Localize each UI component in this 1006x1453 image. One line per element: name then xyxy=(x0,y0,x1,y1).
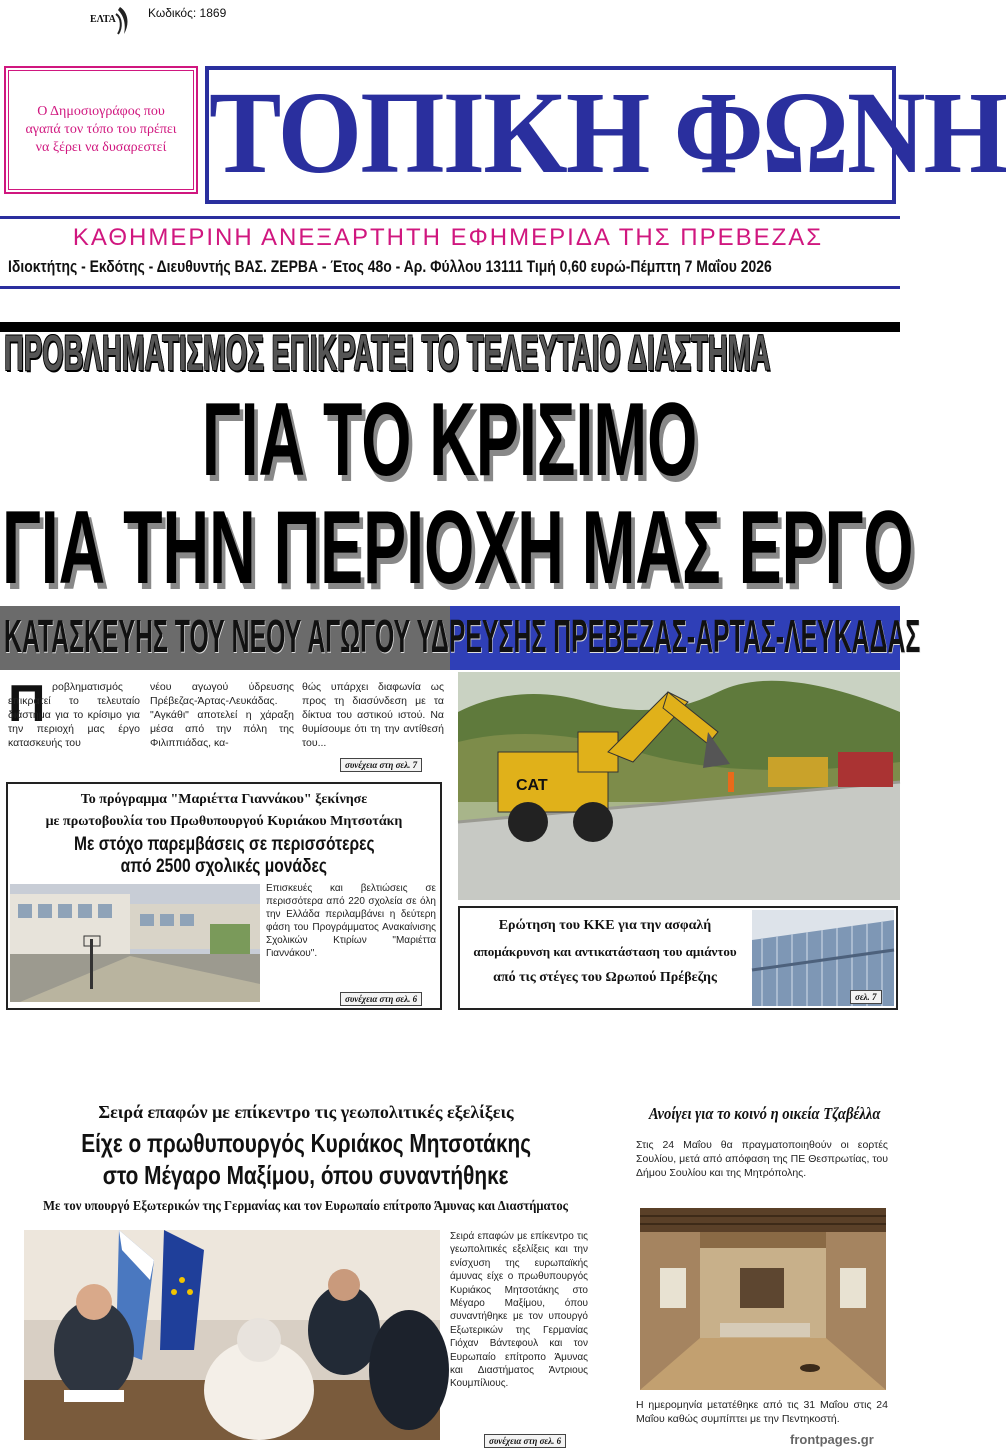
school-line-4: από 2500 σχολικές μονάδες xyxy=(120,856,328,877)
motto-box xyxy=(4,66,198,194)
subtitle-rule-top xyxy=(0,216,900,219)
watermark: frontpages.gr xyxy=(790,1432,874,1447)
tzavela-body: Στις 24 Μαΐου θα πραγματοποιηθούν οι εορτές Σουλίου, μετά από απόφαση της ΠΕ Θεσπρωτίας, του Δήμου Σουλίου και της Μητρόπολης. xyxy=(636,1139,888,1179)
lead-col-2: νέου αγωγού ύδρευσης Πρέβεζας-Άρτας-Λευκάδας. "Αγκάθι" αποτελεί η χάραξη μέσα από την πόλη της Φιλιππιάδας, κα- xyxy=(150,681,294,749)
motto-text: Ο Δημοσιογράφος που αγαπά τον τόπο του πρέπει να ξέρει να δυσαρεστεί xyxy=(25,104,177,155)
lead-headline-2: ΓΙΑ ΤΗΝ ΠΕΡΙΟΧΗ ΜΑΣ ΕΡΓΟ xyxy=(2,490,914,606)
code-label: Κωδικός: 1869 xyxy=(148,6,227,20)
masthead-title: ΤΟΠΙΚΗ ΦΩΝΗ xyxy=(209,67,1006,198)
excavator-brand: CAT xyxy=(516,777,548,794)
school-line-1: Το πρόγραμμα "Μαριέττα Γιαννάκου" ξεκίνησε xyxy=(80,792,368,807)
masthead-title-box xyxy=(205,66,1006,204)
school-photo xyxy=(10,884,260,1002)
kke-line-2: απομάκρυνση και αντικατάσταση του αμιάντου xyxy=(473,944,737,959)
lead-strap: ΚΑΤΑΣΚΕΥΗΣ ΤΟΥ ΝΕΟΥ ΑΓΩΓΟΥ ΥΔΡΕΥΣΗΣ ΠΡΕΒΕΖΑΣ-ΑΡΤΑΣ-ΛΕΥΚΑΔΑΣ xyxy=(4,610,921,662)
subtitle-rule-bottom xyxy=(0,286,900,289)
pm-meeting-photo xyxy=(24,1230,440,1440)
pm-body: Σειρά επαφών με επίκεντρο τις γεωπολιτικές εξελίξεις και την ενίσχυση της ευρωπαϊκής άμυνας είχε ο πρωθυπουργός Κυριάκος Μητσοτάκης στο Μέγαρο Μαξίμου, όπου συναντήθηκε με τον υπουργό Εξωτερικών της Γερμανίας Γιόχαν Βάντεφουλ και τον Ευρωπαίο επίτροπο Άμυνας και Διαστήματος Άντριους Κουμπίλιους. xyxy=(450,1231,588,1390)
pm-headline-2: στο Μέγαρο Μαξίμου, όπου συναντήθηκε xyxy=(103,1160,509,1190)
elta-logo-text: ΕΛΤΑ xyxy=(90,14,116,25)
kke-line-3: από τις στέγες του Ωρωπού Πρέβεζης xyxy=(493,970,717,985)
pm-kicker: Σειρά επαφών με επίκεντρο τις γεωπολιτικές εξελίξεις xyxy=(98,1102,514,1122)
school-continued: συνέχεια στη σελ. 6 xyxy=(340,992,422,1006)
school-body: Επισκευές και βελτιώσεις σε περισσότερα από 220 σχολεία σε όλη την Ελλάδα περιλαμβάνει η δεύτερη φάση του Προγράμματος Ανακαίνισης Σχολικών Κτιρίων "Μαριέττα Γιαννάκου". xyxy=(266,883,436,959)
masthead-subtitle: ΚΑΘΗΜΕΡΙΝΗ ΑΝΕΞΑΡΤΗΤΗ ΕΦΗΜΕΡΙΔΑ ΤΗΣ ΠΡΕΒΕΖΑΣ xyxy=(72,224,824,251)
elta-logo xyxy=(90,4,136,38)
school-line-2: με πρωτοβουλία του Πρωθυπουργού Κυριάκου Μητσοτάκη xyxy=(45,814,403,829)
pm-continued: συνέχεια στη σελ. 6 xyxy=(484,1434,566,1448)
lead-strap-bar xyxy=(0,606,921,670)
masthead-info-line: Ιδιοκτήτης - Εκδότης - Διευθυντής ΒΑΣ. ΖΕΡΒΑ - Έτος 48ο - Αρ. Φύλλου 13111 Τιμή 0,60 ευρώ-Πέμπτη 7 Μαΐου 2026 xyxy=(8,257,772,276)
tzavela-headline: Ανοίγει για το κοινό η οικεία Τζαβέλλα xyxy=(648,1104,881,1123)
lead-dropcap: Π xyxy=(8,675,46,733)
school-line-3: Με στόχο παρεμβάσεις σε περισσότερες xyxy=(73,834,375,855)
kke-continued: σελ. 7 xyxy=(850,990,882,1004)
tzavela-house-photo xyxy=(640,1208,886,1390)
lead-col-3: θώς υπάρχει διαφωνία ως προς τη διασύνδεση με τα δίκτυα του αστικού ιστού. Να θυμίσουμε ότι τη την αντίθεσή του... xyxy=(302,681,444,749)
lead-headline-1: ΓΙΑ ΤΟ ΚΡΙΣΙΜΟ xyxy=(202,382,698,498)
lead-col-1: ροβληματισμός επικρατεί το τελευταίο διάστημα για το κρίσιμο για την περιοχή μας έργο κατασκευής του xyxy=(8,681,140,749)
tzavela-caption: Η ημερομηνία μετατέθηκε από τις 31 Μαΐου στις 24 Μαΐου καθώς συμπίπτει με την Πεντηκοστή. xyxy=(636,1399,888,1425)
pm-deck: Με τον υπουργό Εξωτερικών της Γερμανίας και τον Ευρωπαίο επίτροπο Άμυνας και Διαστήματος xyxy=(43,1199,569,1214)
kke-line-1: Ερώτηση του ΚΚΕ για την ασφαλή xyxy=(498,918,712,933)
pm-headline-1: Είχε ο πρωθυπουργός Κυριάκος Μητσοτάκης xyxy=(81,1128,531,1158)
lead-continued: συνέχεια στη σελ. 7 xyxy=(340,758,422,772)
lead-kicker-bar xyxy=(0,322,900,384)
lead-photo-excavator xyxy=(458,672,900,900)
lead-kicker: ΠΡΟΒΛΗΜΑΤΙΣΜΟΣ ΕΠΙΚΡΑΤΕΙ ΤΟ ΤΕΛΕΥΤΑΙΟ ΔΙΑΣΤΗΜΑ xyxy=(4,325,771,381)
